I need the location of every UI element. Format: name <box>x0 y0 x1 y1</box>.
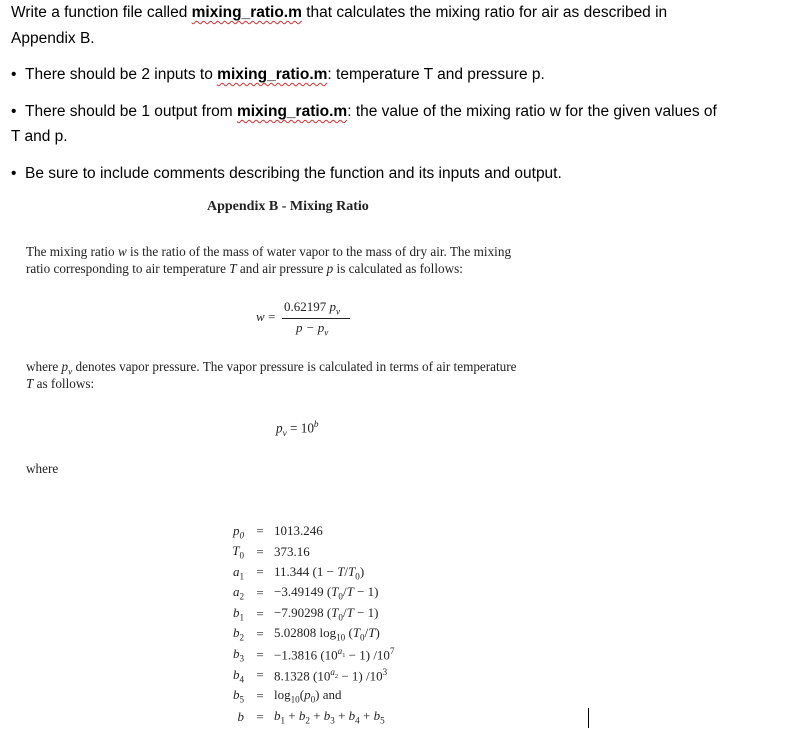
filename-reference: mixing_ratio.m <box>191 4 302 21</box>
equation-denominator: $p - p_v$ <box>296 320 329 338</box>
appendix-paragraph-2-line-1: where $p_v$ denotes vapor pressure. The vapor pressure is calculated in terms of air temperature <box>26 359 517 377</box>
appendix-paragraph-2-line-2: T as follows: <box>26 376 95 391</box>
constant-row: b = $b_1 + b_2 + b_3 + b_4 + b_5$ <box>237 707 385 726</box>
bullet-icon: • <box>11 103 17 120</box>
bullet-icon: • <box>11 66 17 83</box>
fraction-bar <box>282 318 350 319</box>
bullet-text: : temperature T and pressure p. <box>327 66 545 83</box>
constant-row: $T_0$ = 373.16 <box>232 543 310 561</box>
constant-row: $p_0$ = 1013.246 <box>232 522 323 541</box>
instruction-line-2 <box>11 30 95 48</box>
constant-row: $b_3$ = −1.3816 $(10^{a_1} - 1)$ $/10^7$ <box>232 646 395 664</box>
bullet-text: There should be 1 output from <box>25 103 237 120</box>
constant-row: $a_1$ = 11.344 $(1 - T/T_0)$ <box>232 563 365 582</box>
constant-row: $b_1$ = −7.90298 $(T_0/T - 1)$ <box>232 604 379 623</box>
constant-row: $b_2$ = 5.02808 $\log_{10} (T_0/T)$ <box>232 625 380 644</box>
instruction-text: Appendix B. <box>11 30 95 47</box>
bullet-text: There should be 2 inputs to <box>25 66 218 83</box>
constant-row: $b_5$ = $\log_{10}(p_0)$ and <box>232 687 342 705</box>
instruction-line-1 <box>11 4 667 22</box>
appendix-paragraph-1-line-1: The mixing ratio w is the ratio of the mass of water vapor to the mass of dry air. The mixing <box>26 244 512 259</box>
instruction-text: Write a function file called <box>11 4 192 21</box>
instruction-text: that calculates the mixing ratio for air as described in <box>301 4 668 21</box>
where-label: where <box>26 461 59 476</box>
equation-numerator: 0.62197 $p_v$ <box>284 299 341 317</box>
bullet-output <box>11 103 717 121</box>
bullet-text: T and p. <box>11 128 68 145</box>
bullet-icon: • <box>11 165 17 182</box>
appendix-title: Appendix B - Mixing Ratio <box>207 199 369 214</box>
bullet-text: : the value of the mixing ratio w for the given values of <box>347 103 717 120</box>
constants-table <box>196 521 394 727</box>
equation-lhs: w <box>256 309 265 324</box>
constant-row: $a_2$ = −3.49149 $(T_0/T - 1)$ <box>232 584 379 602</box>
bullet-text: Be sure to include comments describing the function and its inputs and output. <box>25 165 562 182</box>
bullet-output-cont <box>11 128 68 146</box>
equals-sign: = <box>268 309 276 324</box>
filename-reference: mixing_ratio.m <box>217 66 328 83</box>
constant-row: $b_4$ = 8.1328 $(10^{a_2} - 1)$ $/10^3$ <box>232 666 388 685</box>
filename-reference: mixing_ratio.m <box>236 103 348 120</box>
mixing-ratio-equation <box>256 299 356 339</box>
bullet-inputs <box>11 66 545 84</box>
appendix-paragraph-1-line-2: ratio corresponding to air temperature T and air pressure p is calculated as follows: <box>26 261 463 276</box>
vapor-pressure-equation: $p_v = 10^b$ <box>276 419 319 439</box>
text-cursor <box>588 708 589 728</box>
bullet-comments <box>11 165 562 183</box>
